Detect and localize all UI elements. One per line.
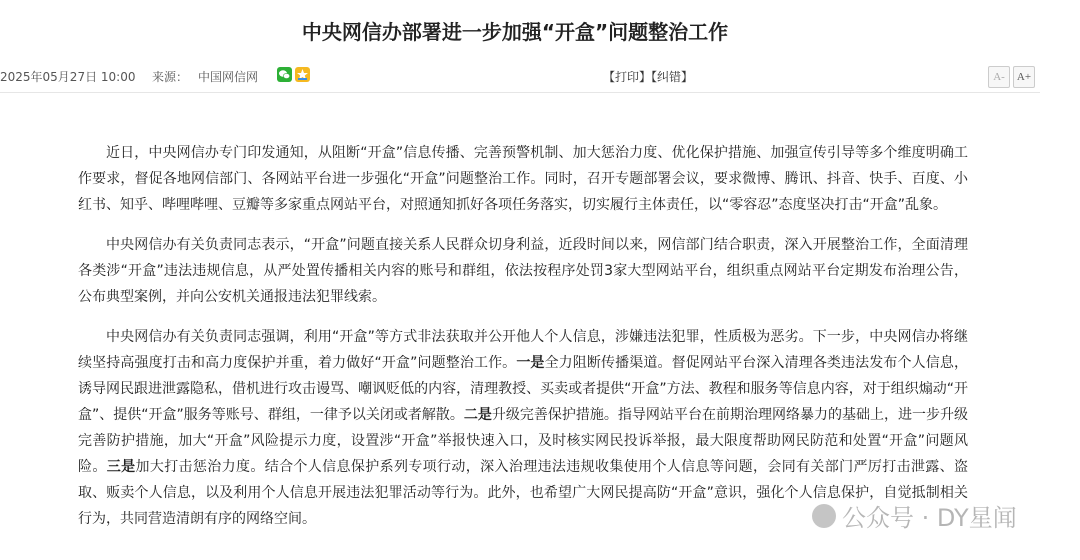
font-increase-button[interactable]: A+ <box>1013 66 1035 88</box>
article-meta-bar <box>0 62 1040 93</box>
paragraph-text: 升级完善保护措施。指导网站平台在前期治理网络暴力的基础上，进一步升级完善防护措施，加大“开盒”风险提示力度，设置涉“开盒”举报快速入口，及时核实网民投诉举报，最大限度帮助网民防范和处置“开盒”问题风险。 <box>78 407 969 475</box>
paragraph-text: 中央网信办有关负责同志强调，利用“开盒”等方式非法获取并公开他人个人信息，涉嫌违法犯罪，性质极为恶劣。下一步，中央网信办将继续坚持高强度打击和高力度保护并重，着力做好“开盒”问题整治工作。 <box>78 329 968 371</box>
paragraph-1 <box>78 140 968 218</box>
wechat-share-icon[interactable] <box>277 67 292 82</box>
watermark <box>812 498 1017 533</box>
page-title: 中央网信办部署进一步加强“开盒”问题整治工作 <box>301 20 729 45</box>
point-two-label: 二是 <box>463 407 492 423</box>
paragraph-text: 中央网信办有关负责同志表示，“开盒”问题直接关系人民群众切身利益，近段时间以来，网信部门结合职责，深入开展整治工作，全面清理各类涉“开盒”违法违规信息，从严处置传播相关内容的账号和群组，依法按程序处罚3家大型网站平台，组织重点网站平台定期发布治理公告，公布典型案例，并向公安机关通报违法犯罪线索。 <box>78 237 968 305</box>
paragraph-text: 近日，中央网信办专门印发通知，从阻断“开盒”信息传播、完善预警机制、加大惩治力度、优化保护措施、加强宣传引导等多个维度明确工作要求，督促各地网信部门、各网站平台进一步强化“开盒”问题整治工作。同时，召开专题部署会议，要求微博、腾讯、抖音、快手、百度、小红书、知乎、哔哩哔哩、豆瓣等多家重点网站平台，对照通知抓好各项任务落实，切实履行主体责任，以“零容忍”态度坚决打击“开盒”乱象。 <box>78 145 968 213</box>
publish-datetime: 2025年05月27日 10:00 <box>0 70 136 84</box>
source-name: 中国网信网 <box>198 70 259 84</box>
source-label: 来源： <box>152 70 189 84</box>
correct-link[interactable]: 【纠错】 <box>651 70 694 84</box>
print-link[interactable]: 【打印】 <box>603 70 652 84</box>
article-body <box>78 140 968 546</box>
qzone-share-icon[interactable] <box>295 67 310 82</box>
point-one-label: 一是 <box>516 355 545 371</box>
paragraph-text: 加大打击惩治力度。结合个人信息保护系列专项行动，深入治理违法违规收集使用个人信息等问题，会同有关部门严厉打击泄露、盗取、贩卖个人信息，以及利用个人信息开展违法犯罪活动等行为。此外，也希望广大网民提高防“开盒”意识，强化个人信息保护，自觉抵制相关行为，共同营造清朗有序的网络空间。 <box>78 459 969 527</box>
point-three-label: 三是 <box>106 459 136 475</box>
font-decrease-button[interactable]: A- <box>988 66 1010 88</box>
paragraph-2 <box>78 232 968 310</box>
article-actions <box>603 68 693 85</box>
wechat-logo-icon <box>812 504 836 528</box>
paragraph-text: 全力阻断传播渠道。督促网站平台深入清理各类违法发布个人信息，诱导网民跟进泄露隐私，借机进行攻击谩骂、嘲讽贬低的内容，清理教授、买卖或者提供“开盒”方法、教程和服务等信息内容，对于组织煽动“开盒”、提供“开盒”服务等账号、群组，一律予以关闭或者解散。 <box>78 355 969 423</box>
watermark-text: 公众号 · DY星闻 <box>842 504 1017 532</box>
